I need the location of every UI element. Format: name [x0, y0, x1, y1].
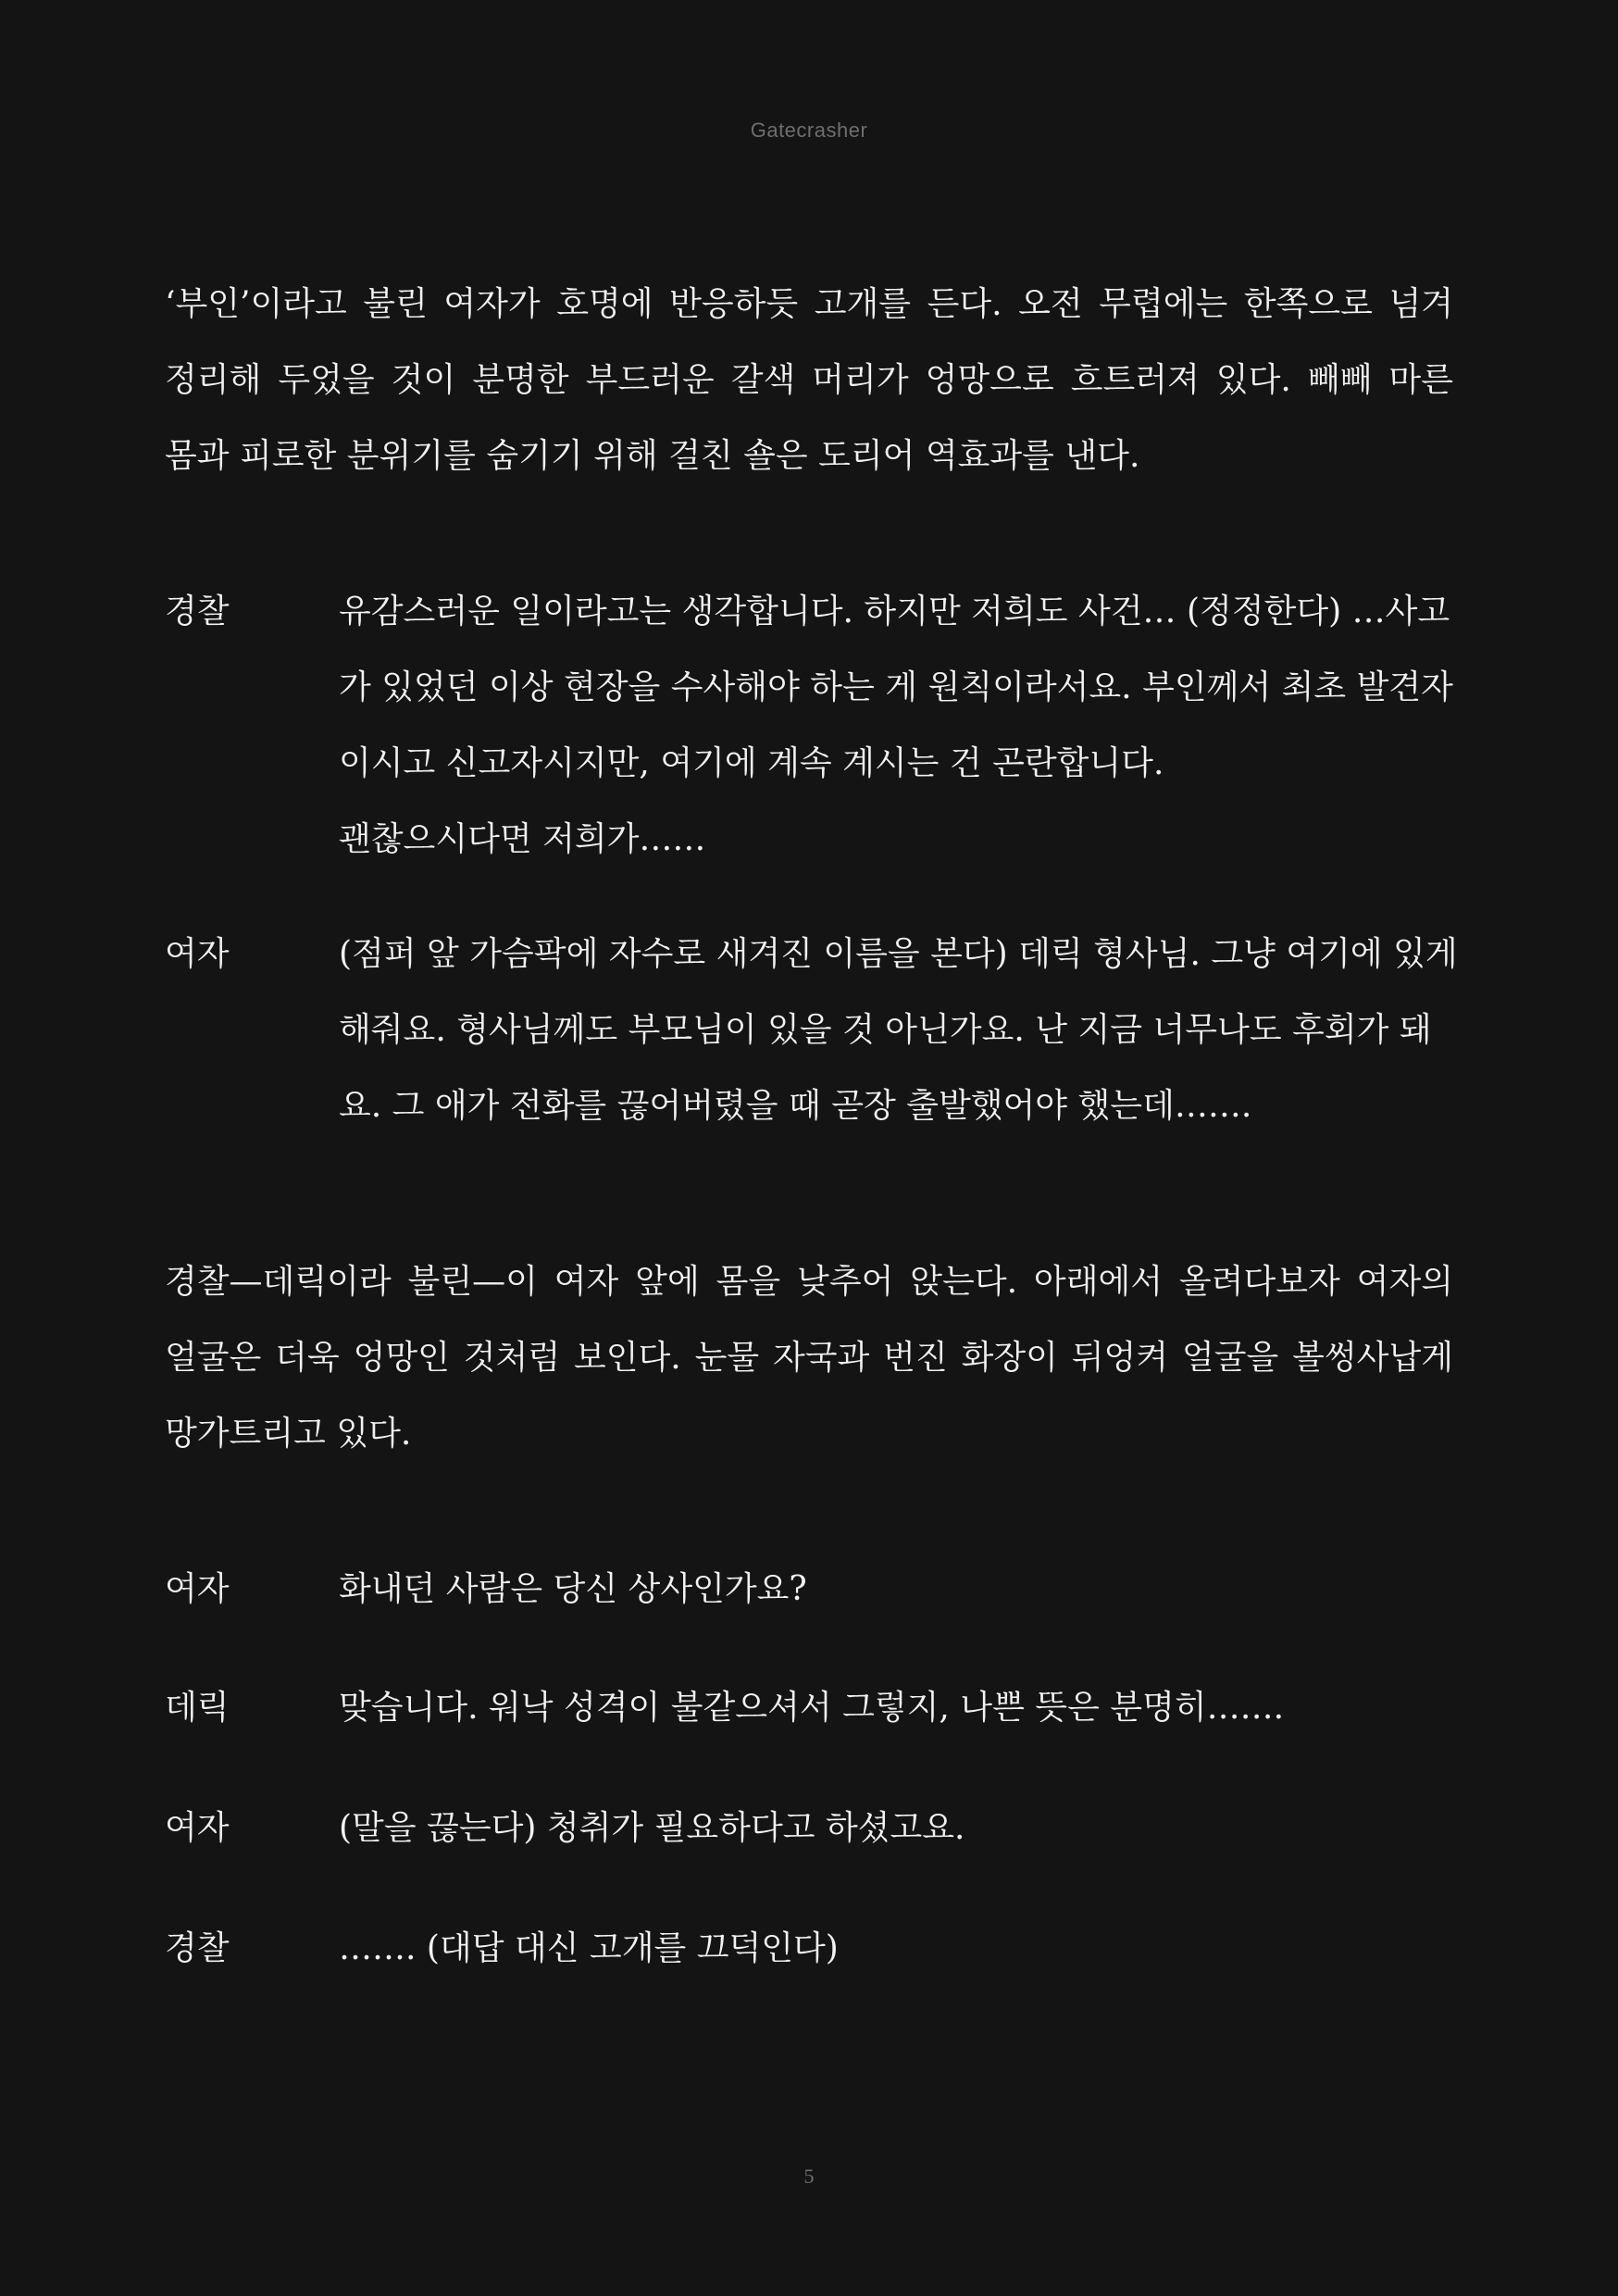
dialogue-text — [339, 574, 1453, 878]
narration-paragraph: 경찰—데릭이라 불린—이 여자 앞에 몸을 낮추어 앉는다. 아래에서 올려다보자 여자의 얼굴은 더욱 엉망인 것처럼 보인다. 눈물 자국과 번진 화장이 뒤엉켜 얼굴을 볼썽사납게 망가트리고 있다. — [165, 1263, 1453, 1453]
dialogue-text — [339, 1670, 1453, 1746]
dialogue-text — [339, 1911, 1453, 1987]
speaker-name: 경찰 — [165, 1929, 230, 1967]
dialogue-line: 화내던 사람은 당신 상사인가요? — [339, 1570, 807, 1608]
dialogue-text — [339, 1791, 1453, 1866]
dialogue-line: ……. (대답 대신 고개를 끄덕인다) — [339, 1929, 839, 1967]
speaker-name: 여자 — [165, 1809, 230, 1847]
speaker-name: 여자 — [165, 935, 230, 973]
speaker-name: 여자 — [165, 1570, 230, 1608]
dialogue-line: 이시고 신고자시지만, 여기에 계속 계시는 건 곤란합니다. — [339, 744, 1164, 782]
speaker-name: 데릭 — [165, 1689, 230, 1727]
page-number: 5 — [803, 2165, 815, 2188]
dialogue-block — [165, 1670, 1453, 1746]
speaker-name: 경찰 — [165, 593, 230, 630]
dialogue-line: 요. 그 애가 전화를 끊어버렸을 때 곧장 출발했어야 했는데……. — [339, 1087, 1252, 1125]
dialogue-block — [165, 574, 1453, 878]
dialogue-text — [339, 917, 1458, 1144]
dialogue-line: 가 있었던 이상 현장을 수사해야 하는 게 원칙이라서요. 부인께서 최초 발견자 — [339, 668, 1453, 706]
dialogue-block — [165, 1552, 1453, 1628]
dialogue-block — [165, 1911, 1453, 1987]
dialogue-line: 유감스러운 일이라고는 생각합니다. 하지만 저희도 사건… (정정한다) …사고 — [339, 593, 1450, 630]
dialogue-line: 맞습니다. 워낙 성격이 불같으셔서 그렇지, 나쁜 뜻은 분명히……. — [339, 1689, 1285, 1727]
dialogue-line: 해줘요. 형사님께도 부모님이 있을 것 아닌가요. 난 지금 너무나도 후회가 돼 — [339, 1011, 1432, 1049]
dialogue-line: (말을 끊는다) 청취가 필요하다고 하셨고요. — [339, 1809, 965, 1847]
narration-paragraph: ‘부인’이라고 불린 여자가 호명에 반응하듯 고개를 든다. 오전 무렵에는 한쪽으로 넘겨 정리해 두었을 것이 분명한 부드러운 갈색 머리가 엉망으로 흐트러져 있다. 빼빼 마른 몸과 피로한 분위기를 숨기기 위해 걸친 숄은 도리어 역효과를 낸다. — [165, 285, 1453, 475]
dialogue-block — [165, 917, 1458, 1144]
running-header: Gatecrasher — [750, 119, 868, 142]
dialogue-line: (점퍼 앞 가슴팍에 자수로 새겨진 이름을 본다) 데릭 형사님. 그냥 여기에 있게 — [339, 935, 1458, 973]
dialogue-line: 괜찮으시다면 저희가…… — [339, 820, 706, 858]
dialogue-text — [339, 1552, 1453, 1628]
dialogue-block — [165, 1791, 1453, 1866]
